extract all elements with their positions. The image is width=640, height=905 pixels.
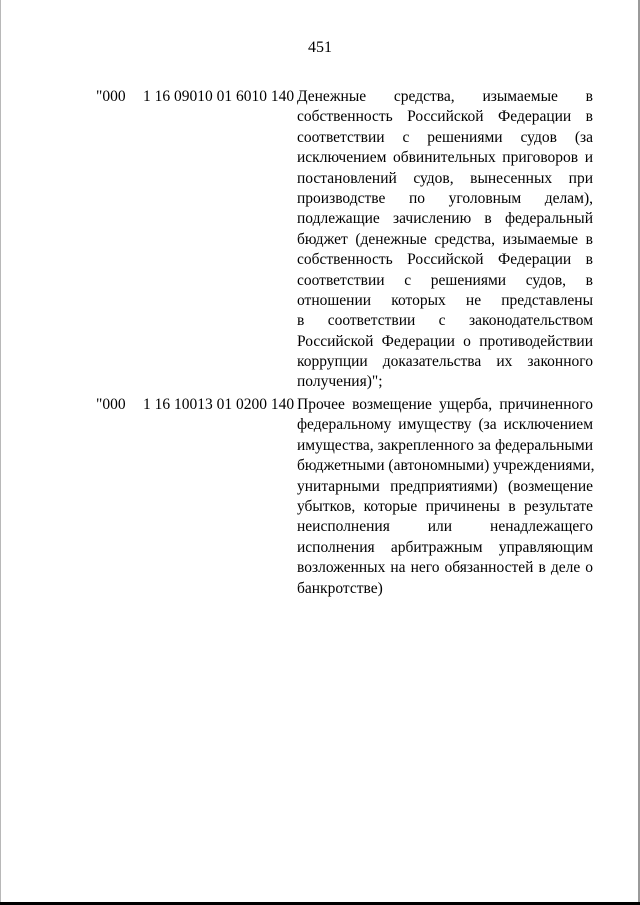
description-line: собственность Российской Федерации в: [297, 108, 593, 126]
page-number: 451: [308, 39, 332, 56]
description-line: постановлений судов, вынесенных при: [297, 169, 593, 187]
description-line: Прочее возмещение ущерба, причиненного: [297, 396, 593, 413]
entry-description: [297, 395, 593, 599]
description-line: Российской Федерации о противодействии: [297, 332, 593, 350]
description-line: возложенных на него обязанностей в деле о: [297, 559, 593, 577]
description-line: собственность Российской Федерации в: [297, 251, 593, 269]
description-line: банкротстве): [297, 579, 383, 597]
description-line: производстве по уголовным делам),: [297, 189, 593, 207]
description-line: соответствии с решениями судов, в: [297, 271, 593, 289]
description-line: Денежные средства, изымаемые в: [297, 88, 593, 105]
description-line: коррупции доказательства их законного: [297, 353, 593, 371]
description-line: имущества, закрепленного за федеральными: [297, 436, 593, 454]
description-line: бюджетными (автономными) учреждениями,: [297, 457, 595, 475]
description-line: унитарными предприятиями) (возмещение: [297, 477, 593, 495]
description-line: бюджет (денежные средства, изымаемые в: [297, 230, 593, 248]
description-line: убытков, которые причинены в результате: [297, 497, 593, 515]
administrator-code: "000: [96, 88, 126, 105]
description-line: федеральному имуществу (за исключением: [297, 416, 593, 434]
description-line: исключением обвинительных приговоров и: [297, 149, 593, 167]
scan-left-edge: [0, 0, 1, 905]
description-line: исполнения арбитражным управляющим: [297, 538, 593, 556]
budget-classification-code: 1 16 10013 01 0200 140: [143, 396, 295, 413]
description-line: соответствии с решениями судов (за: [297, 128, 593, 146]
budget-classification-code: 1 16 09010 01 6010 140: [143, 88, 295, 105]
description-line: получения)";: [297, 373, 383, 391]
description-line: отношении которых не представлены: [297, 291, 593, 309]
description-line: подлежащие зачислению в федеральный: [297, 210, 593, 228]
entry-description: [297, 87, 593, 393]
administrator-code: "000: [96, 396, 126, 413]
description-line: неисполнения или ненадлежащего: [297, 518, 593, 536]
description-line: в соответствии с законодательством: [297, 312, 593, 330]
